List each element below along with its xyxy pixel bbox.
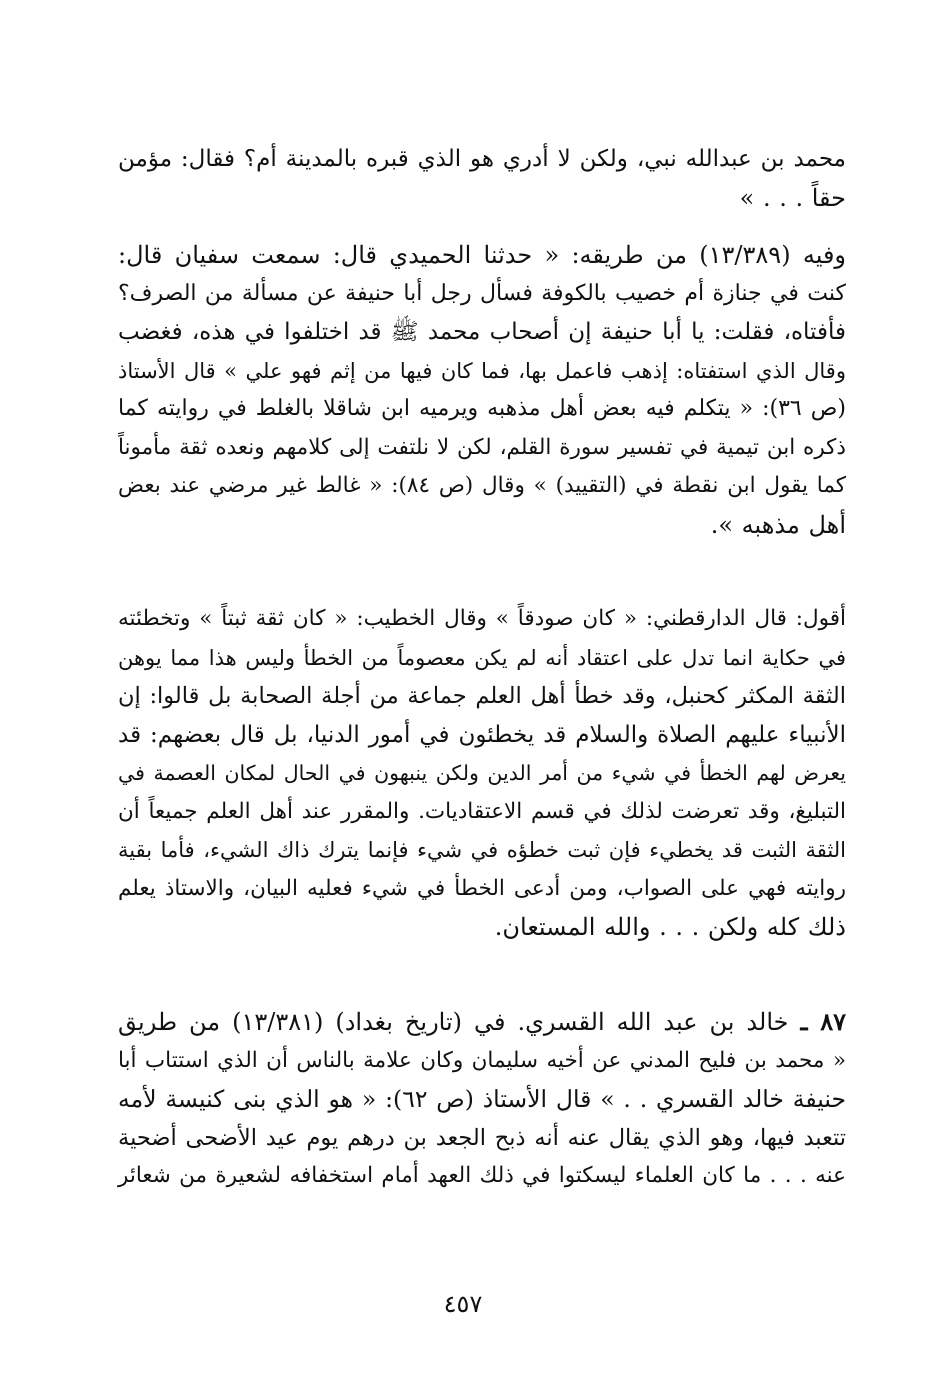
- paragraph-continuation: [118, 140, 846, 217]
- text-line: (ص ٣٦): « يتكلم فيه بعض أهل مذهبه ويرميه ابن شاقلا بالغلط في روايته كما: [118, 396, 846, 421]
- text-line: حقاً . . . »: [739, 183, 846, 212]
- page-number: ٤٥٧: [443, 1290, 483, 1318]
- text-line: كما يقول ابن نقطة في (التقييد) » وقال (ص ٨٤): « غالط غير مرضي عند بعض: [118, 473, 846, 498]
- text-line: أهل مذهبه ».: [710, 510, 846, 539]
- paragraph-entry-87: [118, 1003, 846, 1196]
- text-line: أقول: قال الدارقطني: « كان صودقاً » وقال الخطيب: « كان ثقة ثبتاً » وتخطئته: [118, 606, 846, 631]
- text-line: فأفتاه، فقلت: يا أبا حنيفة إن أصحاب محمد ﷺ قد اختلفوا في هذه، فغضب: [118, 319, 846, 345]
- text-line: روايته فهي على الصواب، ومن أدعى الخطأ في شيء فعليه البيان، والاستاذ يعلم: [118, 875, 846, 901]
- text-line: ذلك كله ولكن . . . والله المستعان.: [494, 913, 846, 941]
- text-line: في حكاية انما تدل على اعتقاد أنه لم يكن معصوماً من الخطأ وليس هذا مما يوهن: [118, 645, 846, 670]
- text-line: [118, 1003, 846, 1042]
- text-line: الثقة الثبت قد يخطيء فإن ثبت خطؤه في شيء فإنما يترك ذاك الشيء، فأما بقية: [118, 838, 846, 862]
- text-line: كنت في جنازة أم خصيب بالكوفة فسأل رجل أبا حنيفة عن مسألة من الصرف؟: [118, 280, 846, 306]
- text-line: التبليغ، وقد تعرضت لذلك في قسم الاعتقاديات. والمقرر عند أهل العلم جميعاً أن: [118, 798, 846, 824]
- text-line: حنيفة خالد القسري . . » قال الأستاذ (ص ٦٢): « هو الذي بنى كنيسة لأمه: [118, 1085, 846, 1113]
- text-line: عنه . . . ما كان العلماء ليسكتوا في ذلك العهد أمام استخفافه لشعيرة من شعائر: [118, 1163, 846, 1188]
- text-line: تتعبد فيها، وهو الذي يقال عنه أنه ذبح الجعد بن درهم يوم عيد الأضحى أضحية: [118, 1124, 846, 1151]
- text-line: ذكره ابن تيمية في تفسير سورة القلم، لكن لا نلتفت إلى كلامهم ونعده ثقة مأموناً: [118, 434, 846, 460]
- text-line: محمد بن عبدالله نبي، ولكن لا أدري هو الذي قبره بالمدينة أم؟ فقال: مؤمن: [118, 146, 846, 172]
- text-line: الثقة المكثر كحنبل، وقد خطأ أهل العلم جماعة من أجلة الصحابة بل قالوا: إن: [118, 683, 846, 709]
- entry-number: ٨٧ ـ: [800, 1007, 846, 1036]
- paragraph-response: [118, 600, 846, 947]
- text-line-content: خالد بن عبد الله القسري. في (تاريخ بغداد) (١٣/٣٨١) من طريق: [118, 1008, 789, 1036]
- text-line: وفيه (١٣/٣٨٩) من طريقه: « حدثنا الحميدي قال: سمعت سفيان قال:: [118, 241, 847, 269]
- text-line: « محمد بن فليح المدني عن أخيه سليمان وكان علامة بالناس أن الذي استتاب أبا: [118, 1047, 846, 1073]
- paragraph-quote-humaidi: [118, 236, 846, 544]
- text-line: يعرض لهم الخطأ في شيء من أمر الدين ولكن ينبهون في الحال لمكان العصمة في: [118, 761, 846, 785]
- text-line: الأنبياء عليهم الصلاة والسلام قد يخطئون في أمور الدنيا، بل قال بعضهم: قد: [118, 721, 846, 748]
- text-line: وقال الذي استفتاه: إذهب فاعمل بها، فما كان فيها من إثم فهو علي » قال الأستاذ: [118, 358, 846, 383]
